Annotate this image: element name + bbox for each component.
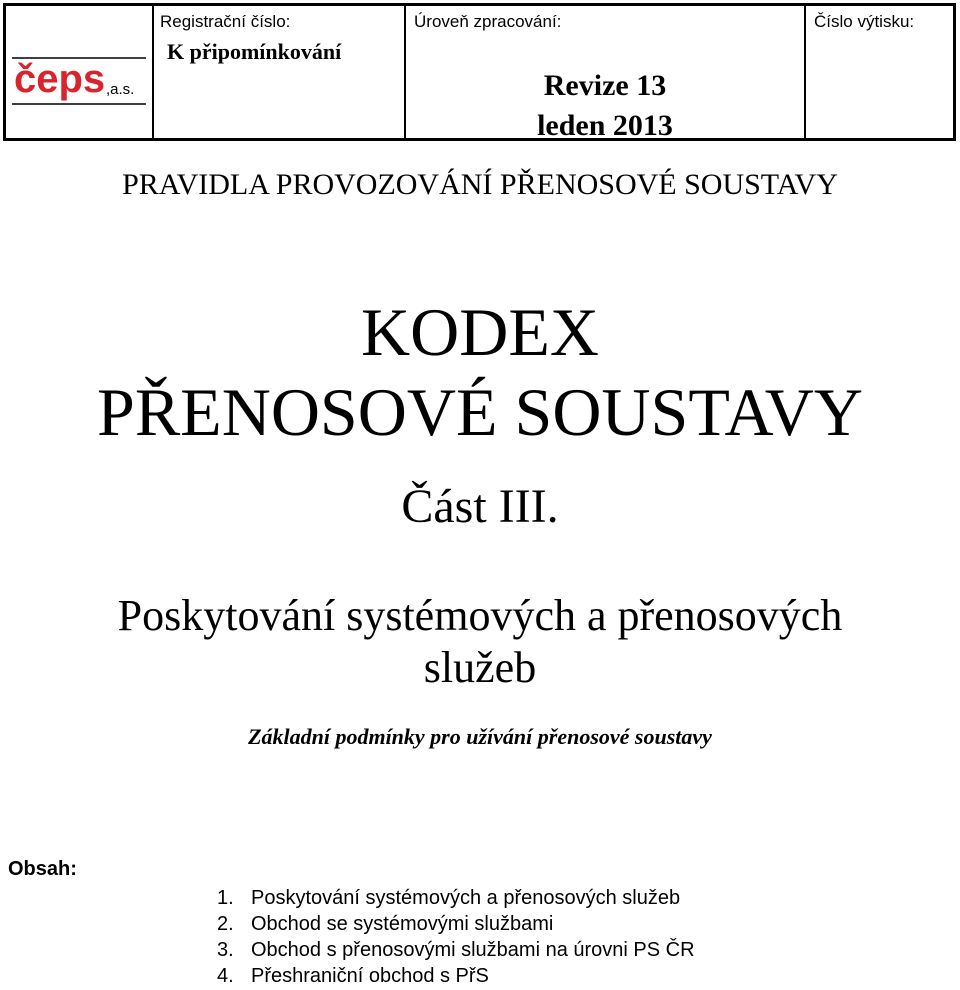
page-title: PRAVIDLA PROVOZOVÁNÍ PŘENOSOVÉ SOUSTAVY [122,168,838,201]
contents-list [217,885,695,989]
registration-cell [152,6,404,138]
svg-text:čeps: čeps [14,57,106,101]
list-item-text: Přeshraniční obchod s PřS [251,965,489,987]
main-title-line2: PŘENOSOVÉ SOUSTAVY [97,374,863,450]
list-item [217,911,695,937]
list-item-text: Obchod s přenosovými službami na úrovni PS ČR [251,939,695,961]
list-item-number: 3. [217,939,234,961]
list-item-text: Obchod se systémovými službami [251,913,554,935]
svg-text:,a.s.: ,a.s. [106,81,135,98]
list-item-text: Poskytování systémových a přenosových služeb [251,887,681,909]
revision-number: Revize 13 [543,69,667,102]
list-item-number: 2. [217,913,234,935]
revision-block [406,66,804,146]
registration-label: Registrační číslo: [160,12,291,31]
copy-number-cell [804,6,953,138]
logo-cell [6,6,152,138]
copy-number-label: Číslo výtisku: [814,12,915,31]
processing-level-cell [404,6,804,142]
revision-date: leden 2013 [537,109,673,142]
section-subtitle-line2: služeb [423,643,537,692]
list-item-number: 1. [217,887,234,909]
list-item [217,937,695,963]
list-item-number: 4. [217,965,234,987]
list-item [217,963,695,989]
part-heading: Část III. [401,480,559,533]
italic-subtitle: Základní podmínky pro užívání přenosové soustavy [248,724,712,749]
document-header [3,3,956,141]
main-title-line1: KODEX [361,294,599,370]
processing-level-label: Úroveň zpracování: [414,12,562,31]
contents-label: Obsah: [8,858,77,880]
registration-value: K připomínkování [167,39,342,64]
section-subtitle [0,590,960,694]
list-item [217,885,695,911]
section-subtitle-line1: Poskytování systémových a přenosových [117,591,843,640]
ceps-logo [10,54,148,108]
